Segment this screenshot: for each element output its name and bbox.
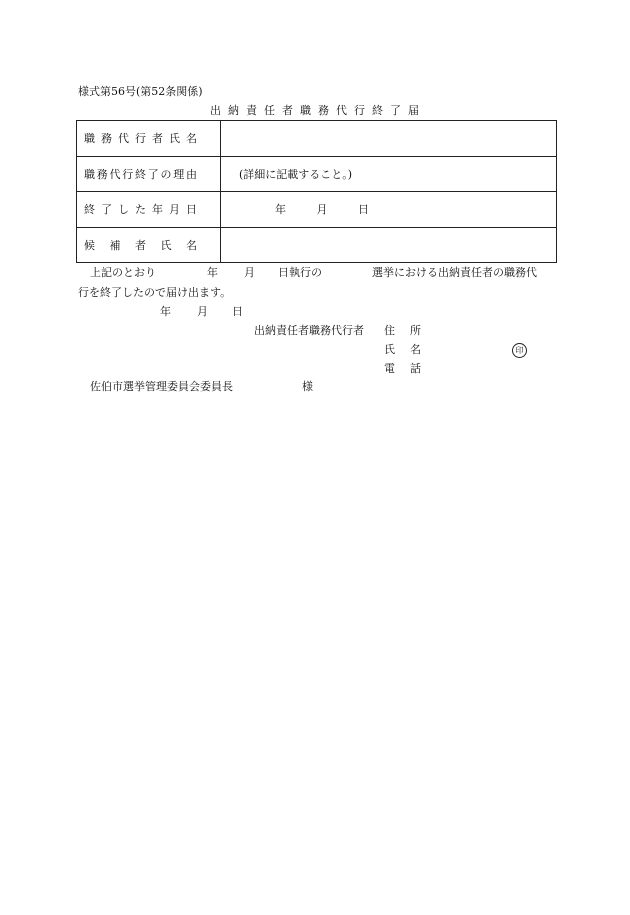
label-char: し [118, 203, 129, 217]
label-char: 住 [384, 324, 395, 337]
label-char: 話 [410, 362, 421, 375]
seal-mark [512, 343, 527, 358]
label-char: 所 [410, 324, 421, 337]
label-char: 理 [173, 167, 185, 181]
statement-year: 年 [207, 266, 218, 279]
label-char: 電 [384, 362, 395, 375]
label-char: 補 [109, 238, 121, 252]
form-title: 出納責任者職務代行終了届 [210, 104, 426, 117]
termination-reason-field[interactable]: (詳細に記載すること。) [221, 156, 557, 192]
label-char: 年 [152, 203, 163, 217]
label-char: 了 [101, 203, 112, 217]
termination-year-label: 年 [275, 203, 286, 217]
form-number: 様式第56号(第52条関係) [78, 85, 203, 98]
termination-date-label [77, 192, 221, 228]
label-char: 名 [186, 132, 197, 146]
candidate-name-field[interactable] [221, 227, 557, 263]
statement-prefix: 上記のとおり [90, 266, 156, 279]
label-char: 氏 [169, 132, 180, 146]
label-char: 職 [84, 132, 95, 146]
label-char: 代 [109, 167, 121, 181]
seal-icon: 印 [512, 343, 527, 358]
termination-date-field[interactable] [221, 192, 557, 228]
table-row [77, 121, 557, 157]
label-char: 行 [122, 167, 134, 181]
label-char: 終 [84, 203, 95, 217]
table-row [77, 227, 557, 263]
statement-day-executed: 日執行の [278, 266, 322, 279]
label-char: 名 [186, 238, 197, 252]
label-char: 由 [186, 167, 197, 181]
label-char: 職 [84, 167, 95, 181]
addressee-name: 佐伯市選挙管理委員会委員長 [90, 380, 233, 393]
label-char: 氏 [384, 343, 395, 356]
label-char: た [135, 203, 146, 217]
label-char: 氏 [160, 238, 172, 252]
label-char: 候 [84, 238, 95, 252]
statement-month: 月 [244, 266, 255, 279]
addressee-honorific: 様 [302, 380, 313, 393]
applicant-role: 出納責任者職務代行者 [254, 324, 364, 337]
statement-line-2: 行を終了したので届け出ます。 [78, 286, 232, 299]
label-char: 終 [135, 167, 146, 181]
label-char: 務 [101, 132, 112, 146]
name-label [384, 344, 421, 355]
table-row [77, 192, 557, 228]
submission-year: 年 [160, 305, 171, 318]
agent-name-field[interactable] [221, 121, 557, 157]
agent-name-label [77, 121, 221, 157]
table-row [77, 156, 557, 192]
submission-day: 日 [232, 305, 243, 318]
phone-label [384, 363, 421, 374]
label-char: 者 [135, 238, 146, 252]
termination-day-label: 日 [358, 203, 369, 217]
label-char: 行 [135, 132, 146, 146]
candidate-name-label [77, 227, 221, 263]
label-char: の [160, 167, 172, 181]
form-table [76, 120, 557, 263]
termination-reason-label [77, 156, 221, 192]
label-char: 務 [96, 167, 108, 181]
label-char: 日 [186, 203, 197, 217]
label-char: 代 [118, 132, 129, 146]
termination-month-label: 月 [316, 203, 328, 217]
address-label [384, 325, 421, 336]
submission-month: 月 [197, 305, 208, 318]
label-char: 了 [147, 167, 159, 181]
label-char: 名 [410, 343, 421, 356]
statement-suffix: 選挙における出納責任者の職務代 [372, 266, 537, 279]
label-char: 月 [169, 203, 180, 217]
label-char: 者 [152, 132, 163, 146]
